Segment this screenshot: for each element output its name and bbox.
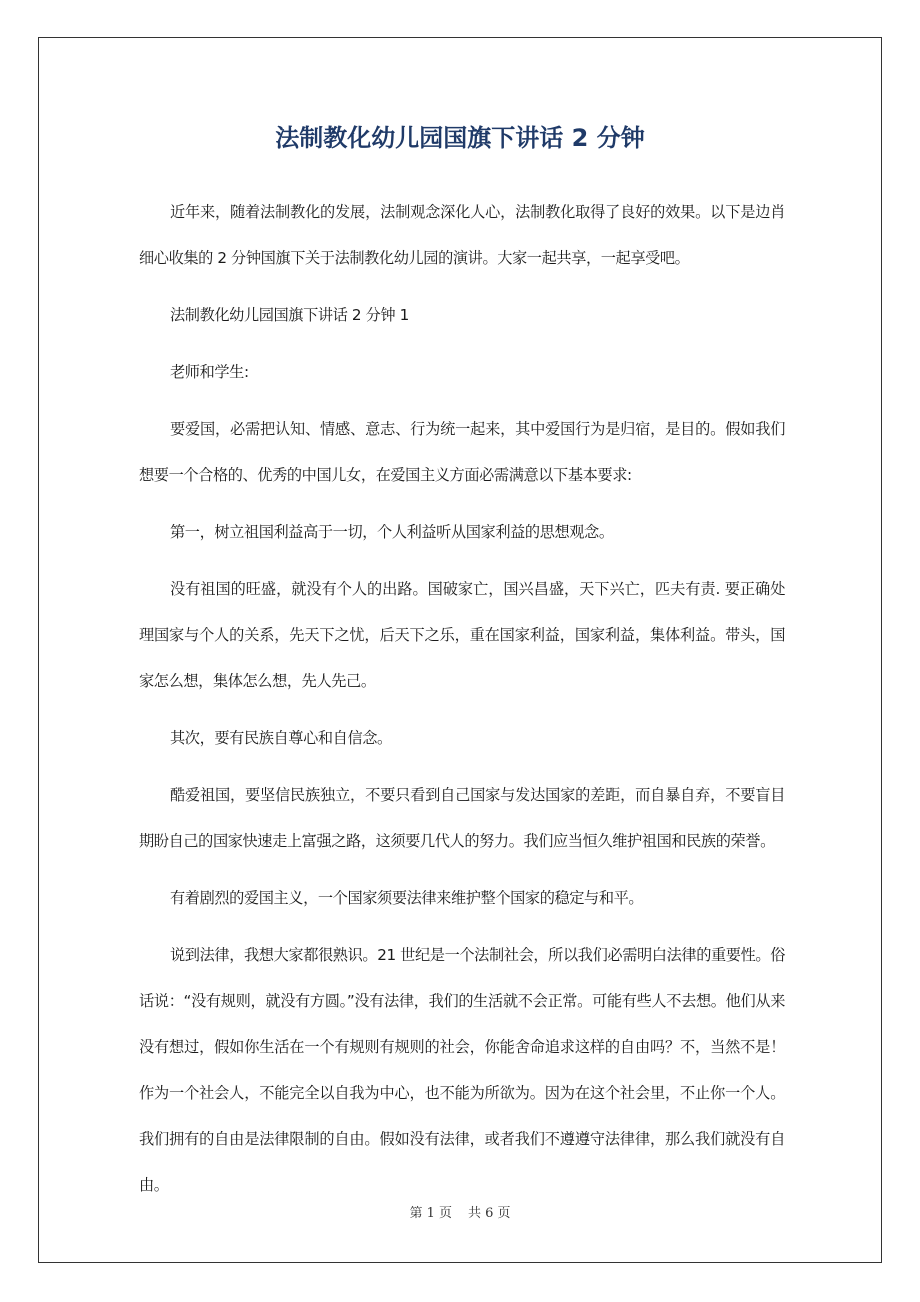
- document-body: [139, 189, 785, 1219]
- paragraph: 没有祖国的旺盛，就没有个人的出路。国破家亡，国兴昌盛，天下兴亡，匹夫有责. 要正确处理国家与个人的关系，先天下之忧，后天下之乐，重在国家利益，国家利益，集体利益。带头，国家怎么想，集体怎么想，先人先己。: [139, 580, 785, 690]
- paragraph: 酷爱祖国，要坚信民族独立，不要只看到自己国家与发达国家的差距，而自暴自弃，不要盲目期盼自己的国家快速走上富强之路，这须要几代人的努力。我们应当恒久维护祖国和民族的荣誉。: [139, 786, 785, 850]
- paragraph: 其次，要有民族自尊心和自信念。: [170, 729, 392, 747]
- paragraph: 法制教化幼儿园国旗下讲话 2 分钟 1: [170, 306, 409, 324]
- paragraph: 有着剧烈的爱国主义，一个国家须要法律来维护整个国家的稳定与和平。: [170, 889, 644, 907]
- page-total: 共 6 页: [468, 1206, 511, 1221]
- paragraph: 要爱国，必需把认知、情感、意志、行为统一起来，其中爱国行为是归宿，是目的。假如我们想要一个合格的、优秀的中国儿女，在爱国主义方面必需满意以下基本要求:: [139, 420, 785, 484]
- paragraph: 第一，树立祖国利益高于一切，个人利益听从国家利益的思想观念。: [170, 523, 614, 541]
- paragraph: 说到法律，我想大家都很熟识。21 世纪是一个法制社会，所以我们必需明白法律的重要性。俗话说：“没有规则，就没有方圆。”没有法律，我们的生活就不会正常。可能有些人不去想。他们从来没有想过，假如你生活在一个有规则有规则的社会，你能舍命追求这样的自由吗？不，当然不是！作为一个社会人，不能完全以自我为中心，也不能为所欲为。因为在这个社会里，不止你一个人。我们拥有的自由是法律限制的自由。假如没有法律，或者我们不遵遵守法律律，那么我们就没有自由。: [139, 946, 785, 1194]
- paragraph: 老师和学生:: [170, 363, 249, 381]
- paragraph: 近年来，随着法制教化的发展，法制观念深化人心，法制教化取得了良好的效果。以下是边肖细心收集的 2 分钟国旗下关于法制教化幼儿园的演讲。大家一起共享，一起享受吧。: [139, 203, 785, 267]
- page-number: 第 1 页: [409, 1206, 452, 1221]
- page-footer: [38, 1204, 882, 1224]
- document-title: 法制教化幼儿园国旗下讲话 2 分钟: [275, 124, 645, 152]
